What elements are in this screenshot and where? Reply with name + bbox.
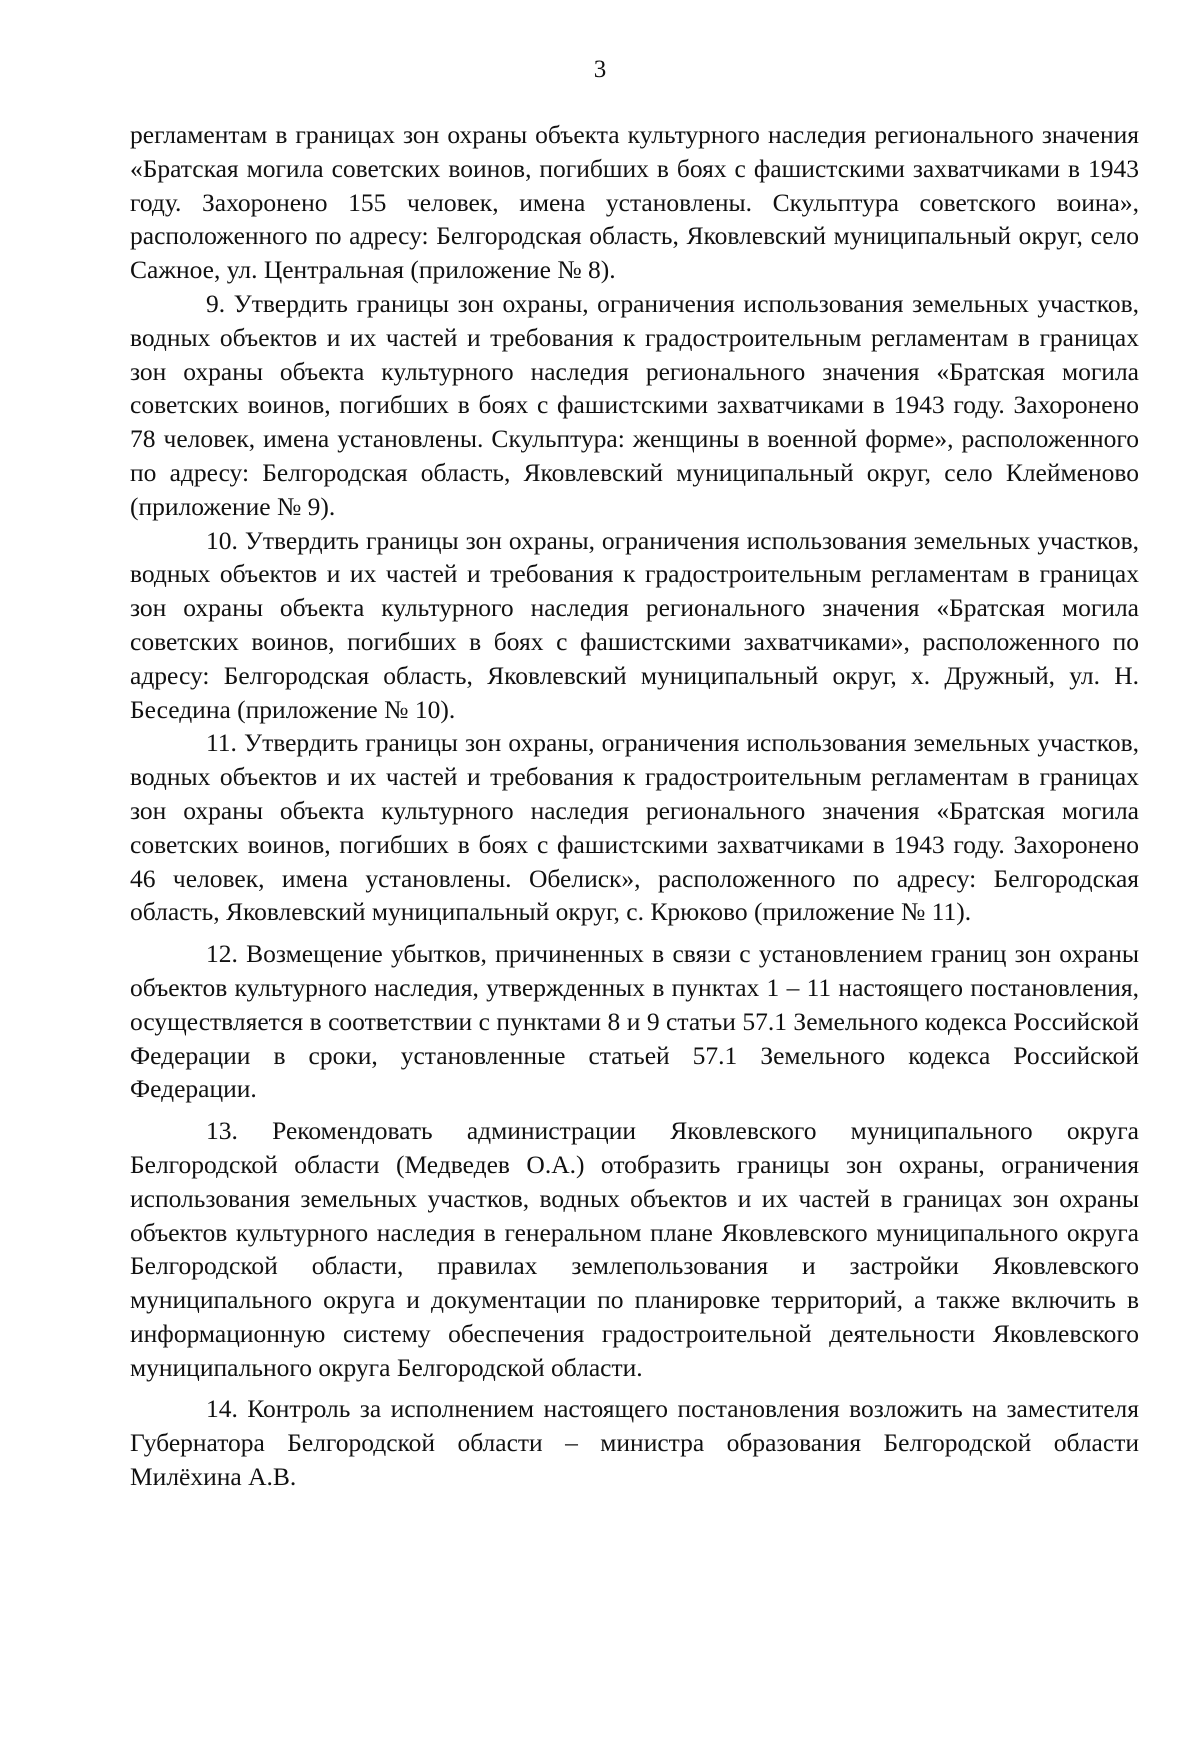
paragraph-item-14: 14. Контроль за исполнением настоящего постановления возложить на заместителя Губернатора Белгородской области – министра образования Белгородской области Милёхина А.В.	[130, 1394, 1139, 1492]
document-body	[130, 118, 1139, 1494]
paragraph-continuation: регламентам в границах зон охраны объекта культурного наследия регионального значения «Братская могила советских воинов, погибших в боях с фашистскими захватчиками в 1943 году. Захоронено 155 человек, имена установлены. Скульптура советского воина», расположенного по адресу: Белгородская область, Яковлевский муниципальный округ, село Сажное, ул. Центральная (приложение № 8).	[130, 120, 1139, 285]
paragraph-item-13: 13. Рекомендовать администрации Яковлевского муниципального округа Белгородской области (Медведев О.А.) отобразить границы зон охраны, ограничения использования земельных участков, водных объектов и их частей в границах зон охраны объектов культурного наследия в генеральном плане Яковлевского муниципального округа Белгородской области, правилах землепользования и застройки Яковлевского муниципального округа и документации по планировке территорий, а также включить в информационную систему обеспечения градостроительной деятельности Яковлевского муниципального округа Белгородской области.	[130, 1116, 1139, 1382]
paragraph-item-10: 10. Утвердить границы зон охраны, ограничения использования земельных участков, водных объектов и их частей и требования к градостроительным регламентам в границах зон охраны объекта культурного наследия регионального значения «Братская могила советских воинов, погибших в боях с фашистскими захватчиками», расположенного по адресу: Белгородская область, Яковлевский муниципальный округ, х. Дружный, ул. Н. Беседина (приложение № 10).	[130, 525, 1139, 724]
paragraph-item-9: 9. Утвердить границы зон охраны, ограничения использования земельных участков, водных объектов и их частей и требования к градостроительным регламентам в границах зон охраны объекта культурного наследия регионального значения «Братская могила советских воинов, погибших в боях с фашистскими захватчиками в 1943 году. Захоронено 78 человек, имена установлены. Скульптура: женщины в военной форме», расположенного по адресу: Белгородская область, Яковлевский муниципальный округ, село Клейменово (приложение № 9).	[130, 288, 1139, 521]
paragraph-item-12: 12. Возмещение убытков, причиненных в связи с установлением границ зон охраны объектов культурного наследия, утвержденных в пунктах 1 – 11 настоящего постановления, осуществляется в соответствии с пунктами 8 и 9 статьи 57.1 Земельного кодекса Российской Федерации в сроки, установленные статьей 57.1 Земельного кодекса Российской Федерации.	[130, 939, 1139, 1104]
paragraph-item-11: 11. Утвердить границы зон охраны, ограничения использования земельных участков, водных объектов и их частей и требования к градостроительным регламентам в границах зон охраны объекта культурного наследия регионального значения «Братская могила советских воинов, погибших в боях с фашистскими захватчиками в 1943 году. Захоронено 46 человек, имена установлены. Обелиск», расположенного по адресу: Белгородская область, Яковлевский муниципальный округ, с. Крюково (приложение № 11).	[130, 728, 1139, 927]
page-number: 3	[593, 56, 607, 83]
